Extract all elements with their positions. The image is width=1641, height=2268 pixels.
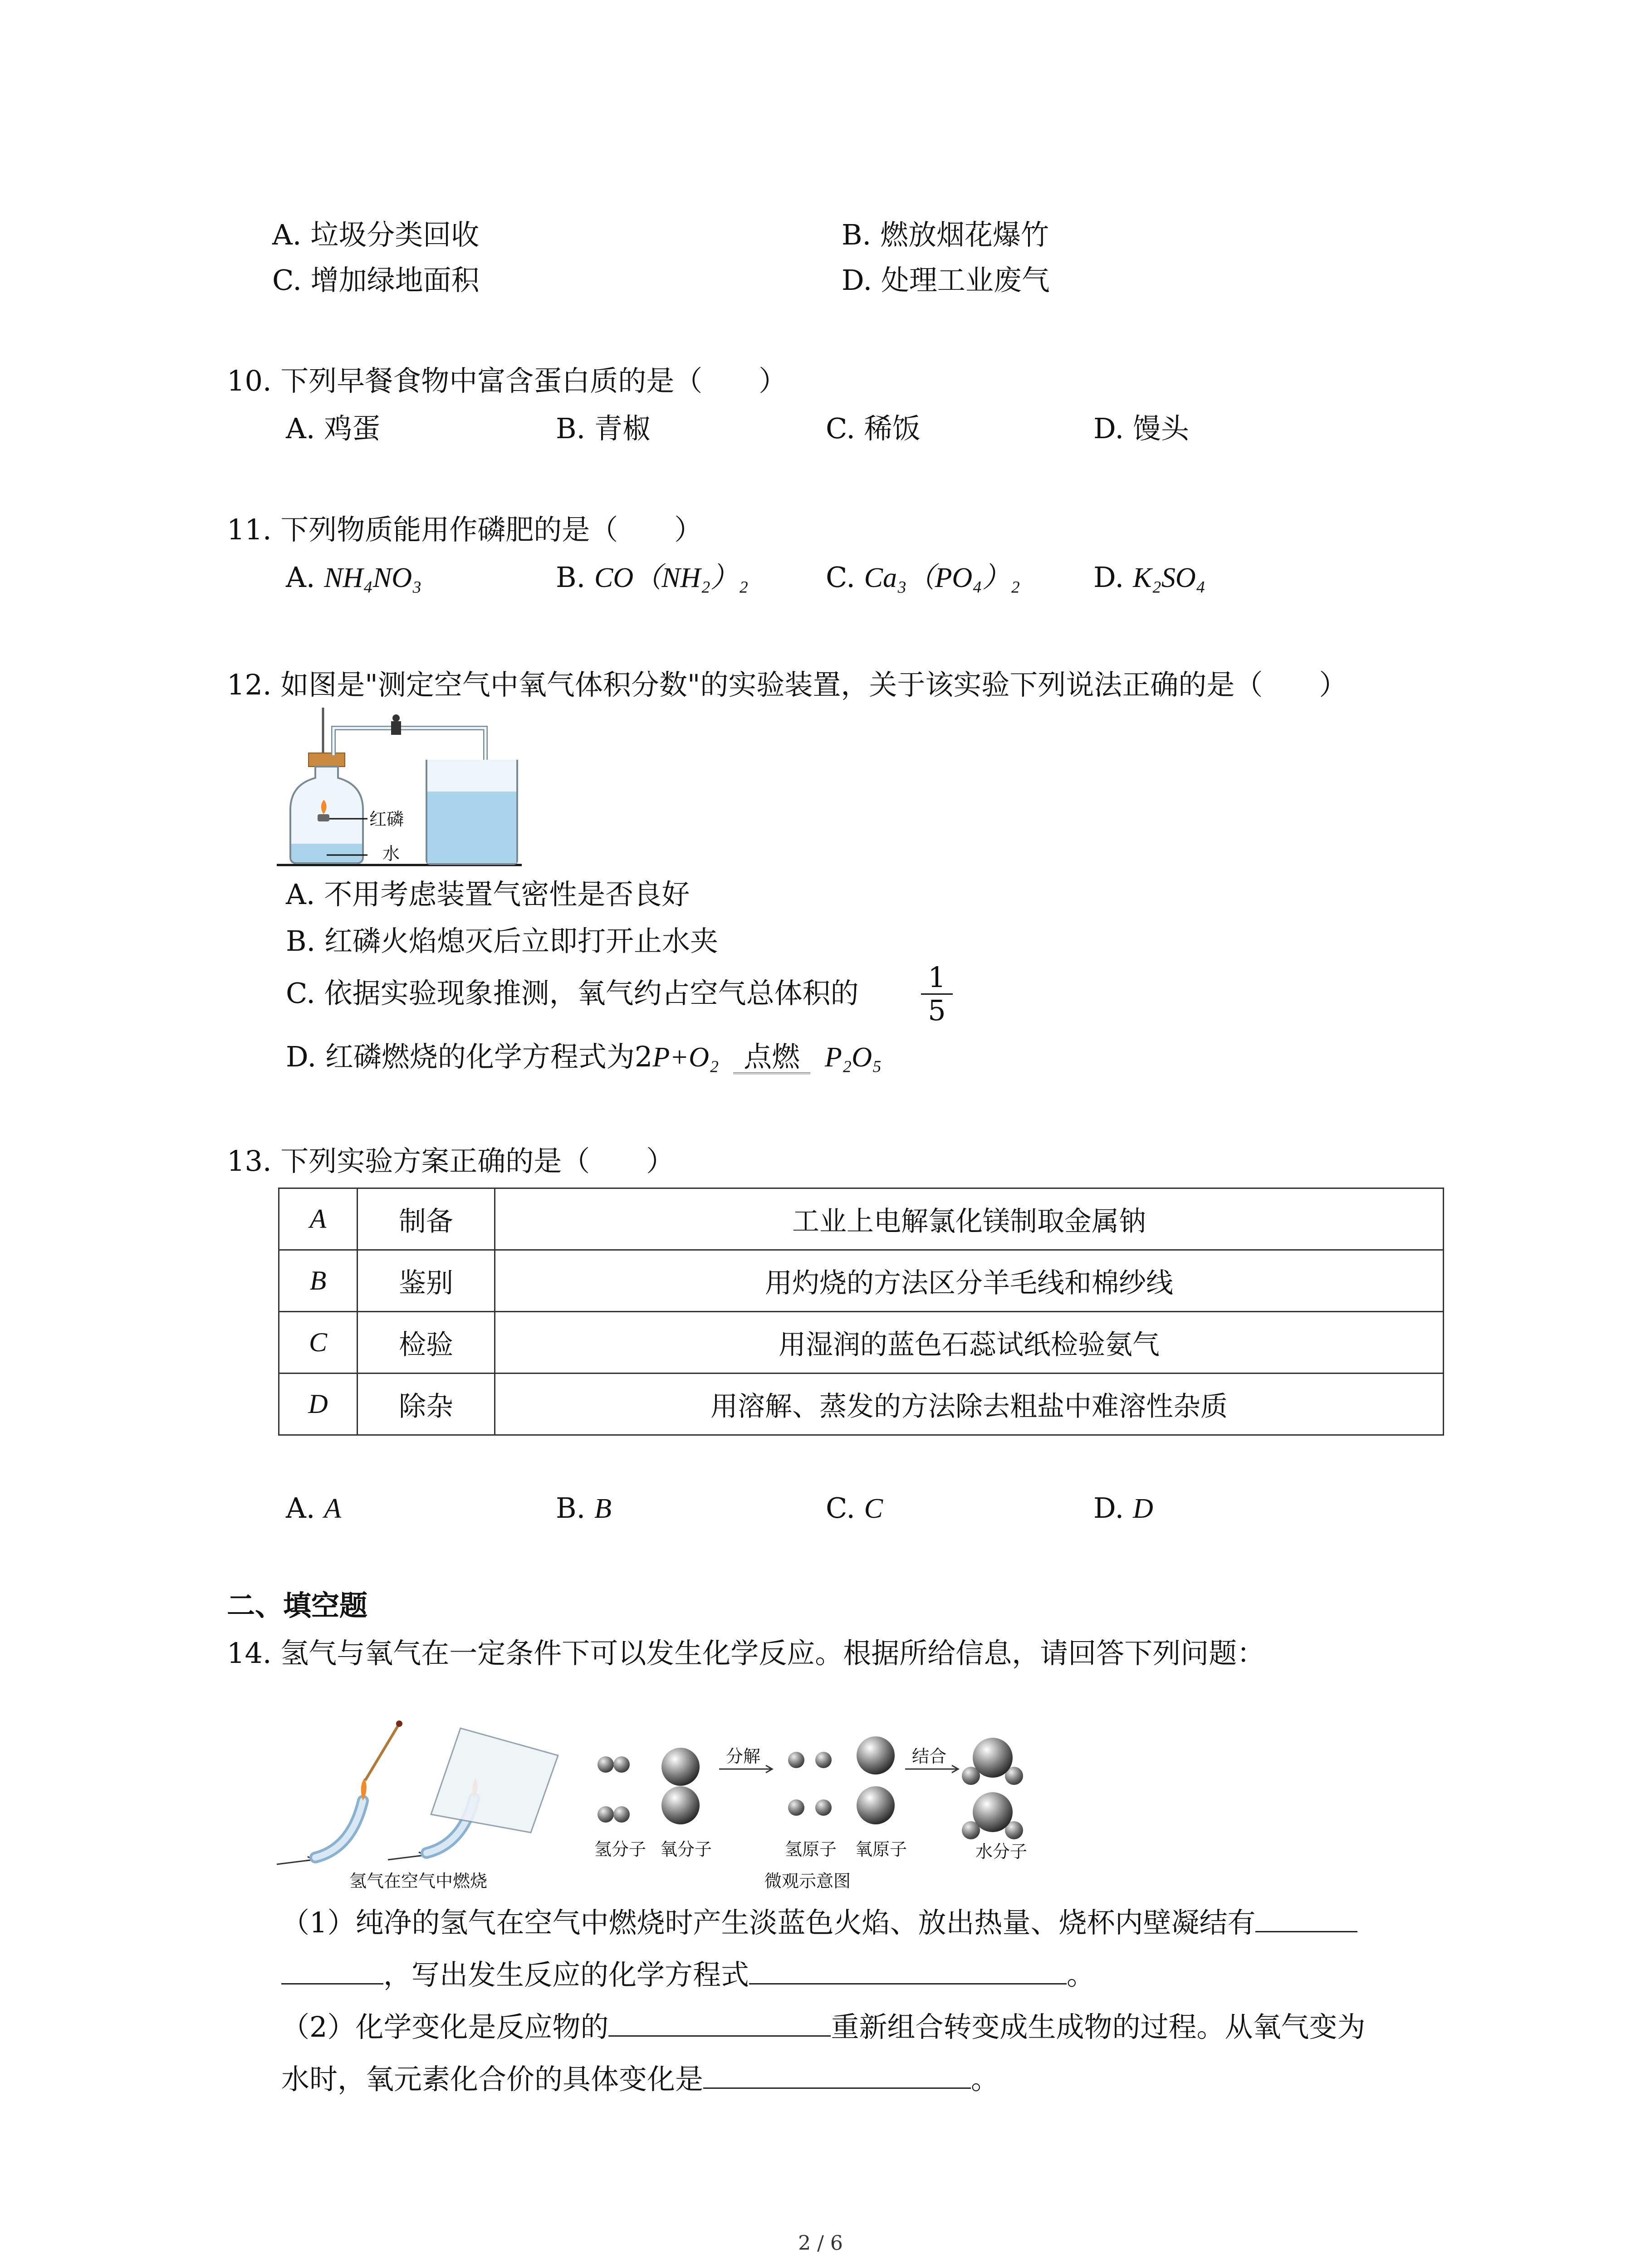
table-row — [279, 1312, 1444, 1374]
q13-stem: 13. 下列实验方案正确的是（ ） — [227, 1144, 675, 1178]
q14-part2-line1 — [281, 2007, 1365, 2045]
part2-text-2: 重新组合转变成生成物的过程。从氧气变为 — [831, 2010, 1366, 2043]
row-content: 用溶解、蒸发的方法除去粗盐中难溶性杂质 — [495, 1374, 1444, 1435]
q11-d-label: D. — [1093, 561, 1124, 594]
label-water: 水 — [382, 844, 400, 864]
blank-particles[interactable] — [608, 2007, 831, 2037]
q13-a-label: A. — [286, 1491, 315, 1525]
q10-stem: 10. 下列早餐食物中富含蛋白质的是（ ） — [227, 364, 787, 397]
combustion-spoon — [318, 814, 329, 821]
row-type: 鉴别 — [358, 1250, 495, 1312]
row-type: 检验 — [358, 1312, 495, 1374]
part2-text: （2）化学变化是反应物的 — [281, 2010, 609, 2043]
q12-d-rhs: P₂O₅ — [824, 1042, 882, 1073]
blank-valence[interactable] — [703, 2059, 971, 2089]
q12-stem: 12. 如图是"测定空气中氧气体积分数"的实验装置，关于该实验下列说法正确的是（ ） — [227, 668, 1347, 701]
row-content: 用灼烧的方法区分羊毛线和棉纱线 — [495, 1250, 1444, 1312]
fraction-numerator: 1 — [921, 962, 953, 995]
q12-option-b: B. 红磷火焰熄灭后立即打开止水夹 — [286, 924, 718, 958]
label-hydrogen-atom: 氢原子 — [785, 1839, 837, 1859]
row-content: 工业上电解氯化镁制取金属钠 — [495, 1188, 1444, 1250]
q10-option-b: B. 青椒 — [556, 412, 651, 445]
beaker-water — [427, 792, 516, 863]
q14-part2-line2 — [281, 2059, 999, 2097]
q11-option-c — [826, 559, 1020, 596]
q12-d-prefix: D. 红磷燃烧的化学方程式为2 — [286, 1040, 653, 1073]
q13-d-val: D — [1132, 1493, 1153, 1524]
q11-c-label: C. — [826, 561, 855, 594]
q9-option-c: C. 增加绿地面积 — [272, 264, 480, 297]
q9-option-d: D. 处理工业废气 — [842, 264, 1050, 297]
inverted-beaker — [431, 1728, 558, 1833]
q11-b-formula: CO（NH₂）₂ — [594, 562, 749, 593]
q12-option-c: C. 依据实验现象推测，氧气约占空气总体积的 — [286, 977, 859, 1010]
part2-text-3: 水时，氧元素化合价的具体变化是 — [281, 2063, 704, 2096]
table-row — [279, 1188, 1444, 1250]
part1-text: （1）纯净的氢气在空气中燃烧时产生淡蓝色火焰、放出热量、烧杯内壁凝结有 — [281, 1906, 1256, 1939]
section-heading: 二、填空题 — [227, 1589, 368, 1622]
fraction-denominator: 5 — [928, 994, 946, 1027]
q10-option-a: A. 鸡蛋 — [286, 412, 381, 445]
page-number: 2 / 6 — [798, 2232, 843, 2255]
row-key: B — [279, 1250, 358, 1312]
q11-option-a — [286, 559, 422, 596]
label-water-molecule: 水分子 — [975, 1842, 1028, 1862]
q12-d-lhs: P+O₂ — [652, 1042, 719, 1073]
blank-1[interactable] — [1255, 1903, 1357, 1932]
label-hydrogen-molecule: 氢分子 — [594, 1839, 647, 1859]
part2-period: 。 — [971, 2063, 999, 2096]
q13-option-d — [1093, 1490, 1153, 1527]
reaction-condition — [733, 1039, 810, 1075]
q13-a-val: A — [324, 1493, 342, 1524]
label-oxygen-molecule: 氧分子 — [660, 1839, 712, 1859]
q11-a-formula: NH₄NO₃ — [324, 562, 422, 593]
caption-micro-diagram: 微观示意图 — [764, 1871, 851, 1891]
blank-equation[interactable] — [749, 1955, 1067, 1984]
q11-c-formula: Ca₃（PO₄）₂ — [864, 562, 1020, 593]
q13-table — [278, 1188, 1444, 1436]
table-row — [279, 1374, 1444, 1435]
stopper — [309, 753, 345, 767]
q12-option-d — [286, 1039, 882, 1075]
q12-fraction — [921, 962, 953, 1026]
label-combine: 结合 — [912, 1746, 947, 1766]
q13-c-label: C. — [826, 1491, 855, 1525]
row-key: A — [279, 1188, 358, 1250]
q9-option-b: B. 燃放烟花爆竹 — [842, 218, 1049, 251]
q11-option-b — [556, 559, 748, 596]
q9-option-a: A. 垃圾分类回收 — [272, 218, 480, 251]
q13-option-a — [286, 1490, 341, 1527]
q13-d-label: D. — [1093, 1491, 1124, 1525]
label-oxygen-atom: 氧原子 — [855, 1839, 907, 1859]
table-row — [279, 1250, 1444, 1312]
row-type: 除杂 — [358, 1374, 495, 1435]
q11-a-label: A. — [286, 561, 315, 594]
q12-apparatus-figure — [272, 705, 526, 873]
row-content: 用湿润的蓝色石蕊试纸检验氨气 — [495, 1312, 1444, 1374]
part1-text-2: ，写出发生反应的化学方程式 — [383, 1958, 749, 1991]
part1-period: 。 — [1067, 1958, 1095, 1991]
label-decompose: 分解 — [726, 1746, 761, 1766]
blank-1-cont[interactable] — [281, 1955, 383, 1984]
q11-stem: 11. 下列物质能用作磷肥的是（ ） — [227, 513, 703, 546]
q14-part1-line1 — [281, 1903, 1357, 1941]
q14-stem: 14. 氢气与氧气在一定条件下可以发生化学反应。根据所给信息，请回答下列问题： — [227, 1637, 1265, 1670]
q13-c-val: C — [864, 1493, 883, 1524]
q11-b-label: B. — [556, 561, 586, 594]
q10-option-c: C. 稀饭 — [826, 412, 921, 445]
caption-hydrogen-burning: 氢气在空气中燃烧 — [349, 1871, 488, 1891]
match-stick — [365, 1724, 399, 1780]
q13-b-val: B — [594, 1493, 612, 1524]
flask-water — [291, 844, 362, 862]
label-red-phosphorus: 红磷 — [369, 809, 404, 829]
q12-option-a: A. 不用考虑装置气密性是否良好 — [286, 878, 690, 911]
q14-part1-line2 — [281, 1955, 1095, 1993]
row-key: D — [279, 1374, 358, 1435]
clamp — [391, 721, 401, 735]
condition-text: 点燃 — [744, 1040, 800, 1073]
q13-b-label: B. — [556, 1491, 586, 1525]
q11-d-formula: K₂SO₄ — [1132, 562, 1206, 593]
q14-figure — [272, 1719, 1071, 1892]
q13-option-b — [556, 1490, 612, 1527]
row-key: C — [279, 1312, 358, 1374]
row-type: 制备 — [358, 1188, 495, 1250]
q11-option-d — [1093, 559, 1205, 596]
q13-option-c — [826, 1490, 883, 1527]
q10-option-d: D. 馒头 — [1093, 412, 1189, 445]
